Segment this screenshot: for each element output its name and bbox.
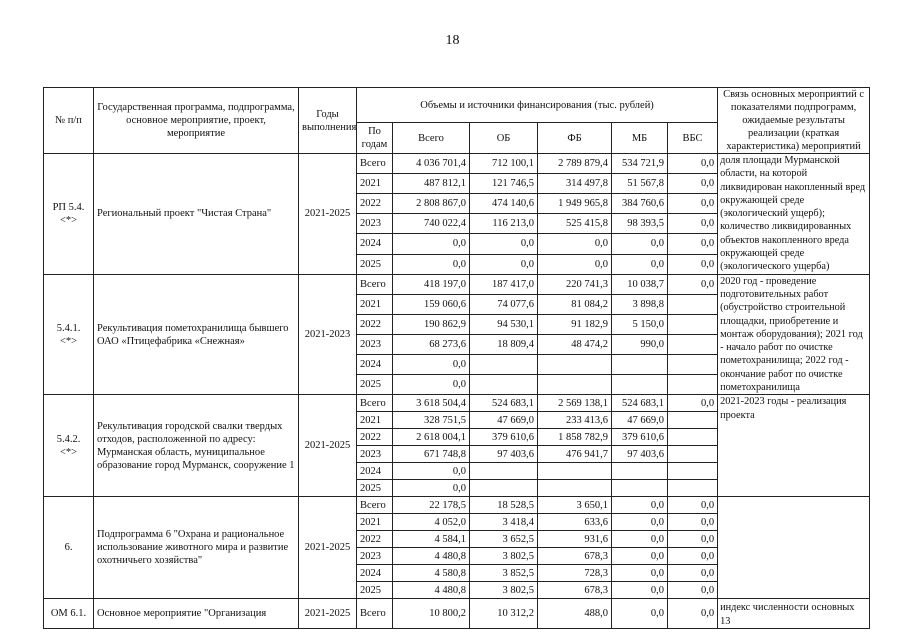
cell-fb: 0,0 [538, 234, 612, 254]
cell-vbs: 0,0 [668, 154, 718, 174]
row-description: индекс численности основных 13 [718, 599, 870, 629]
cell-vbs: 0,0 [668, 234, 718, 254]
cell-fb: 91 182,9 [538, 314, 612, 334]
cell-year: 2023 [357, 548, 393, 565]
cell-mb [612, 375, 668, 395]
cell-fb: 48 474,2 [538, 335, 612, 355]
row-name: Подпрограмма 6 "Охрана и рациональное использование животного мира и развитие охотничьего хозяйства" [94, 497, 299, 599]
cell-year: 2025 [357, 480, 393, 497]
cell-vbs: 0,0 [668, 565, 718, 582]
header-funding: Объемы и источники финансирования (тыс. рублей) [357, 88, 718, 123]
cell-total: 487 812,1 [393, 174, 470, 194]
cell-fb: 678,3 [538, 548, 612, 565]
header-by-year: По годам [357, 123, 393, 154]
cell-total: 10 800,2 [393, 599, 470, 629]
cell-vbs: 0,0 [668, 174, 718, 194]
cell-year: 2021 [357, 294, 393, 314]
row-name: Региональный проект "Чистая Страна" [94, 154, 299, 275]
cell-total: 418 197,0 [393, 274, 470, 294]
table-row [44, 154, 870, 174]
cell-total: 2 618 004,1 [393, 429, 470, 446]
cell-mb: 0,0 [612, 234, 668, 254]
cell-fb: 233 413,6 [538, 412, 612, 429]
cell-year: Всего [357, 599, 393, 629]
cell-ob [470, 463, 538, 480]
cell-ob: 0,0 [470, 234, 538, 254]
cell-vbs [668, 412, 718, 429]
row-description: доля площади Мурманской области, на которой ликвидирован накопленный вред окружающей среде (экологический ущерб); количество ликвидированных объектов накопленного вреда окружающей среде (экологического ущерба) [718, 154, 870, 275]
cell-mb: 0,0 [612, 582, 668, 599]
cell-total: 22 178,5 [393, 497, 470, 514]
row-description: 2020 год - проведение подготовительных работ (обустройство строительной площадки, приобретение и монтаж оборудования); 2021 год - начало работ по очистке пометохранилища; 2022 год - окончание работ по очистке пометохранилища [718, 274, 870, 395]
cell-vbs [668, 463, 718, 480]
row-number: ОМ 6.1. [44, 599, 94, 629]
cell-year: 2024 [357, 355, 393, 375]
table-body [44, 154, 870, 629]
cell-year: Всего [357, 274, 393, 294]
cell-year: 2022 [357, 531, 393, 548]
cell-fb [538, 463, 612, 480]
cell-vbs: 0,0 [668, 599, 718, 629]
cell-fb: 2 569 138,1 [538, 395, 612, 412]
cell-ob: 18 809,4 [470, 335, 538, 355]
cell-mb: 51 567,8 [612, 174, 668, 194]
cell-mb: 97 403,6 [612, 446, 668, 463]
cell-total: 0,0 [393, 355, 470, 375]
cell-ob: 3 418,4 [470, 514, 538, 531]
cell-total: 68 273,6 [393, 335, 470, 355]
cell-vbs [668, 294, 718, 314]
cell-vbs [668, 335, 718, 355]
funding-table [43, 87, 870, 629]
cell-total: 0,0 [393, 480, 470, 497]
cell-fb [538, 480, 612, 497]
cell-vbs: 0,0 [668, 548, 718, 565]
cell-vbs [668, 446, 718, 463]
cell-vbs: 0,0 [668, 582, 718, 599]
cell-year: Всего [357, 497, 393, 514]
cell-fb: 633,6 [538, 514, 612, 531]
cell-fb: 678,3 [538, 582, 612, 599]
cell-year: 2022 [357, 314, 393, 334]
cell-total: 4 036 701,4 [393, 154, 470, 174]
row-description [718, 497, 870, 599]
header-vbs: ВБС [668, 123, 718, 154]
cell-fb: 728,3 [538, 565, 612, 582]
cell-ob: 97 403,6 [470, 446, 538, 463]
cell-year: 2021 [357, 514, 393, 531]
cell-ob: 474 140,6 [470, 194, 538, 214]
cell-vbs [668, 375, 718, 395]
cell-ob [470, 355, 538, 375]
row-number: 5.4.1. <*> [44, 274, 94, 395]
cell-fb: 81 084,2 [538, 294, 612, 314]
cell-ob: 47 669,0 [470, 412, 538, 429]
cell-vbs: 0,0 [668, 497, 718, 514]
cell-vbs [668, 314, 718, 334]
cell-mb: 990,0 [612, 335, 668, 355]
cell-year: 2024 [357, 234, 393, 254]
cell-mb: 0,0 [612, 514, 668, 531]
funding-table-wrapper [43, 87, 869, 629]
cell-ob [470, 375, 538, 395]
cell-ob: 116 213,0 [470, 214, 538, 234]
cell-year: 2025 [357, 375, 393, 395]
cell-mb: 0,0 [612, 548, 668, 565]
cell-vbs: 0,0 [668, 194, 718, 214]
cell-year: 2021 [357, 412, 393, 429]
cell-ob: 524 683,1 [470, 395, 538, 412]
cell-total: 2 808 867,0 [393, 194, 470, 214]
cell-vbs [668, 355, 718, 375]
row-name: Рекультивация пометохранилища бывшего ОАО «Птицефабрика «Снежная» [94, 274, 299, 395]
cell-fb: 220 741,3 [538, 274, 612, 294]
cell-total: 4 584,1 [393, 531, 470, 548]
cell-year: 2023 [357, 214, 393, 234]
header-ob: ОБ [470, 123, 538, 154]
table-row [44, 395, 870, 412]
cell-fb: 1 949 965,8 [538, 194, 612, 214]
cell-year: 2025 [357, 582, 393, 599]
table-row [44, 497, 870, 514]
header-link: Связь основных мероприятий с показателями подпрограмм, ожидаемые результаты реализации (краткая характеристика) мероприятий [718, 88, 870, 154]
row-name: Основное мероприятие "Организация [94, 599, 299, 629]
row-number: 6. [44, 497, 94, 599]
cell-ob: 0,0 [470, 254, 538, 274]
cell-total: 0,0 [393, 254, 470, 274]
cell-fb: 525 415,8 [538, 214, 612, 234]
cell-mb: 0,0 [612, 599, 668, 629]
cell-ob: 74 077,6 [470, 294, 538, 314]
header-mb: МБ [612, 123, 668, 154]
cell-year: 2025 [357, 254, 393, 274]
cell-fb: 2 789 879,4 [538, 154, 612, 174]
cell-vbs [668, 480, 718, 497]
cell-mb [612, 480, 668, 497]
header-name: Государственная программа, подпрограмма, основное мероприятие, проект, мероприятие [94, 88, 299, 154]
cell-vbs: 0,0 [668, 531, 718, 548]
cell-vbs: 0,0 [668, 514, 718, 531]
table-header [44, 88, 870, 154]
cell-ob: 187 417,0 [470, 274, 538, 294]
table-row [44, 599, 870, 629]
cell-vbs: 0,0 [668, 254, 718, 274]
cell-year: 2024 [357, 565, 393, 582]
cell-total: 740 022,4 [393, 214, 470, 234]
cell-fb: 476 941,7 [538, 446, 612, 463]
cell-total: 0,0 [393, 463, 470, 480]
cell-ob: 10 312,2 [470, 599, 538, 629]
cell-year: Всего [357, 395, 393, 412]
cell-total: 671 748,8 [393, 446, 470, 463]
table-row [44, 274, 870, 294]
cell-ob: 3 652,5 [470, 531, 538, 548]
row-period: 2021-2025 [299, 395, 357, 497]
cell-year: Всего [357, 154, 393, 174]
cell-ob [470, 480, 538, 497]
cell-fb: 0,0 [538, 254, 612, 274]
cell-mb: 0,0 [612, 497, 668, 514]
cell-mb: 384 760,6 [612, 194, 668, 214]
row-period: 2021-2025 [299, 599, 357, 629]
cell-fb: 3 650,1 [538, 497, 612, 514]
cell-ob: 3 852,5 [470, 565, 538, 582]
cell-year: 2024 [357, 463, 393, 480]
cell-mb: 47 669,0 [612, 412, 668, 429]
cell-mb: 0,0 [612, 531, 668, 548]
row-period: 2021-2025 [299, 154, 357, 275]
cell-ob: 18 528,5 [470, 497, 538, 514]
cell-mb: 0,0 [612, 254, 668, 274]
cell-fb: 931,6 [538, 531, 612, 548]
cell-total: 190 862,9 [393, 314, 470, 334]
cell-total: 3 618 504,4 [393, 395, 470, 412]
page-number: 18 [445, 33, 460, 48]
cell-mb: 3 898,8 [612, 294, 668, 314]
cell-total: 4 580,8 [393, 565, 470, 582]
row-period: 2021-2025 [299, 497, 357, 599]
cell-mb [612, 355, 668, 375]
cell-ob: 712 100,1 [470, 154, 538, 174]
cell-year: 2022 [357, 194, 393, 214]
cell-total: 159 060,6 [393, 294, 470, 314]
cell-ob: 379 610,6 [470, 429, 538, 446]
cell-total: 4 480,8 [393, 582, 470, 599]
cell-total: 4 480,8 [393, 548, 470, 565]
row-name: Рекультивация городской свалки твердых отходов, расположенной по адресу: Мурманская область, муниципальное образование город Мурманск, сооружение 1 [94, 395, 299, 497]
row-number: РП 5.4. <*> [44, 154, 94, 275]
header-years: Годы выполнения [299, 88, 357, 154]
cell-mb: 0,0 [612, 565, 668, 582]
cell-fb [538, 355, 612, 375]
cell-year: 2023 [357, 335, 393, 355]
cell-vbs [668, 429, 718, 446]
cell-fb: 1 858 782,9 [538, 429, 612, 446]
header-total: Всего [393, 123, 470, 154]
cell-mb: 10 038,7 [612, 274, 668, 294]
cell-year: 2023 [357, 446, 393, 463]
cell-mb: 379 610,6 [612, 429, 668, 446]
cell-year: 2021 [357, 174, 393, 194]
cell-total: 0,0 [393, 234, 470, 254]
cell-mb [612, 463, 668, 480]
header-fb: ФБ [538, 123, 612, 154]
cell-ob: 3 802,5 [470, 582, 538, 599]
cell-year: 2022 [357, 429, 393, 446]
header-num: № п/п [44, 88, 94, 154]
row-period: 2021-2023 [299, 274, 357, 395]
cell-vbs: 0,0 [668, 214, 718, 234]
row-description: 2021-2023 годы - реализация проекта [718, 395, 870, 497]
cell-fb: 314 497,8 [538, 174, 612, 194]
cell-mb: 524 683,1 [612, 395, 668, 412]
cell-vbs: 0,0 [668, 395, 718, 412]
cell-mb: 98 393,5 [612, 214, 668, 234]
cell-vbs: 0,0 [668, 274, 718, 294]
cell-ob: 3 802,5 [470, 548, 538, 565]
cell-total: 328 751,5 [393, 412, 470, 429]
cell-total: 0,0 [393, 375, 470, 395]
cell-ob: 94 530,1 [470, 314, 538, 334]
cell-fb: 488,0 [538, 599, 612, 629]
cell-total: 4 052,0 [393, 514, 470, 531]
cell-fb [538, 375, 612, 395]
cell-mb: 5 150,0 [612, 314, 668, 334]
row-number: 5.4.2. <*> [44, 395, 94, 497]
cell-ob: 121 746,5 [470, 174, 538, 194]
cell-mb: 534 721,9 [612, 154, 668, 174]
